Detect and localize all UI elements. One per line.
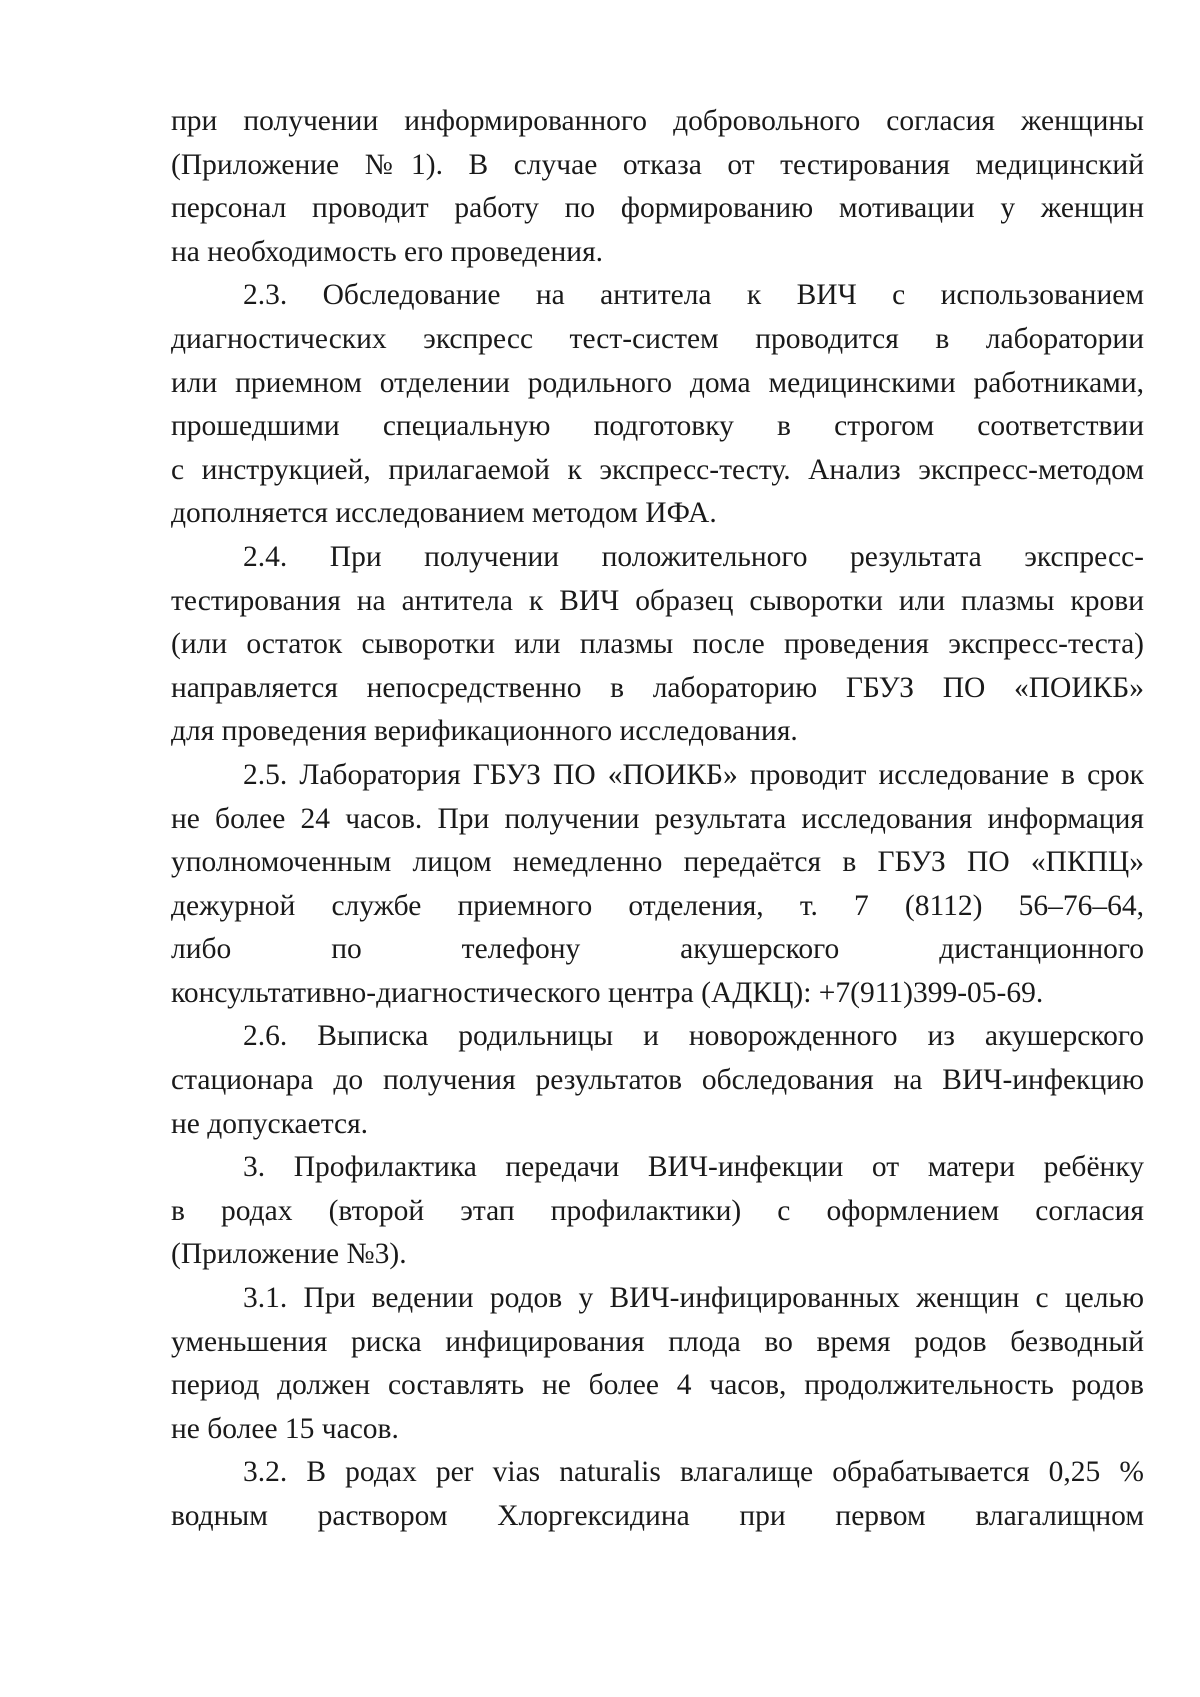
text-line: 3. Профилактика передачи ВИЧ-инфекции от матери ребёнку (243, 1151, 1144, 1184)
text-line: консультативно-диагностического центра (АДКЦ): +7(911)399-05-69. (171, 976, 1044, 1009)
text-line: дежурной службе приемного отделения, т. 7 (8112) 56–76–64, (171, 889, 1144, 922)
text-line: (Приложение №1). В случае отказа от тестирования медицинский (171, 148, 1144, 181)
paragraph-intro (171, 100, 1144, 274)
text-line: период должен составлять не более 4 часов, продолжительность родов (171, 1369, 1144, 1402)
text-line: персонал проводит работу по формированию мотивации у женщин (171, 192, 1144, 225)
paragraph-2-5 (171, 754, 1144, 1016)
text-line: дополняется исследованием методом ИФА. (171, 497, 717, 530)
text-line: или приемном отделении родильного дома медицинскими работниками, (171, 366, 1144, 399)
text-line: не более 15 часов. (171, 1412, 399, 1445)
text-line: не более 24 часов. При получении результата исследования информация (171, 802, 1144, 835)
text-line: для проведения верификационного исследования. (171, 715, 798, 748)
text-line: 3.2. В родах per vias naturalis влагалище обрабатывается 0,25 % (243, 1456, 1144, 1489)
paragraph-3 (171, 1146, 1144, 1277)
text-line: 3.1. При ведении родов у ВИЧ-инфицированных женщин с целью (243, 1282, 1144, 1315)
text-line: при получении информированного добровольного согласия женщины (171, 105, 1144, 137)
paragraph-2-3 (171, 274, 1144, 536)
text-line: прошедшими специальную подготовку в строгом соответствии (171, 410, 1144, 443)
text-line: стационара до получения результатов обследования на ВИЧ-инфекцию (171, 1064, 1144, 1097)
text-line: 2.4. При получении положительного результата экспресс- (243, 540, 1144, 573)
text-line: 2.3. Обследование на антитела к ВИЧ с использованием (243, 279, 1144, 312)
text-line: не допускается. (171, 1107, 369, 1140)
paragraph-3-1 (171, 1277, 1144, 1451)
document-page (171, 100, 1144, 1539)
text-line: в родах (второй этап профилактики) с оформлением согласия (171, 1194, 1144, 1227)
text-line: уполномоченным лицом немедленно передаётся в ГБУЗ ПО «ПКПЦ» (171, 846, 1144, 879)
text-line: 2.6. Выписка родильницы и новорожденного из акушерского (243, 1020, 1144, 1053)
text-line: с инструкцией, прилагаемой к экспресс-тесту. Анализ экспресс-методом (171, 453, 1144, 486)
text-line: на необходимость его проведения. (171, 235, 604, 268)
paragraph-3-2 (171, 1451, 1144, 1538)
text-line: тестирования на антитела к ВИЧ образец сыворотки или плазмы крови (171, 584, 1144, 617)
text-line: 2.5. Лаборатория ГБУЗ ПО «ПОИКБ» проводит исследование в срок (243, 758, 1144, 791)
paragraph-2-4 (171, 536, 1144, 754)
text-line: водным раствором Хлоргексидина при первом влагалищном (171, 1500, 1144, 1532)
text-line: либо по телефону акушерского дистанционного (171, 933, 1144, 966)
text-line: диагностических экспресс тест-систем проводится в лаборатории (171, 322, 1144, 355)
text-line: (или остаток сыворотки или плазмы после проведения экспресс-теста) (171, 628, 1144, 661)
text-line: направляется непосредственно в лабораторию ГБУЗ ПО «ПОИКБ» (171, 671, 1144, 704)
paragraph-2-6 (171, 1015, 1144, 1146)
text-line: уменьшения риска инфицирования плода во время родов безводный (171, 1325, 1144, 1358)
text-line: (Приложение №3). (171, 1238, 407, 1271)
